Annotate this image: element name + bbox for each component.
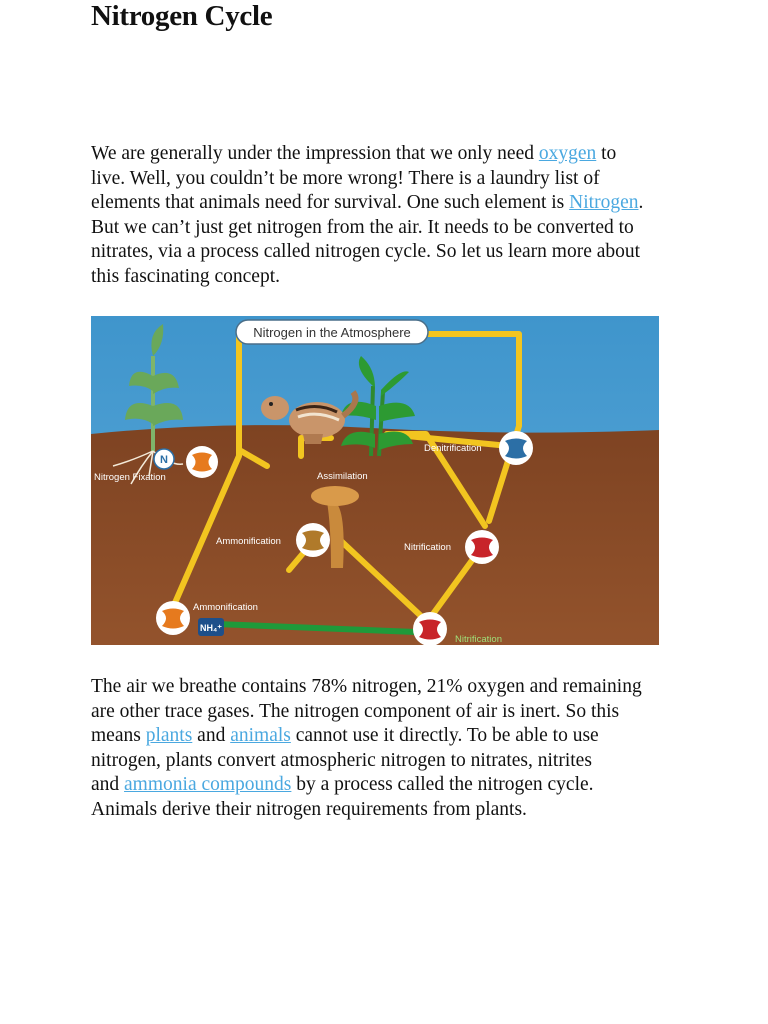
label-assimilation: Assimilation [317,471,368,482]
bacteria-ammonification-icon [296,523,330,557]
bacteria-denitrification-icon [499,431,533,465]
label-denitrification: Denitrification [424,443,482,454]
atmosphere-label: Nitrogen in the Atmosphere [253,325,411,340]
oxygen-link[interactable]: oxygen [538,143,597,164]
ammonium-symbol: NH₄⁺ [199,623,223,633]
nitrogen-symbol: N [160,454,168,466]
plants-link[interactable]: plants [145,725,193,746]
label-nitrogen-fixation: Nitrogen Fixation [94,472,166,483]
nitrogen-cycle-diagram [91,316,659,645]
label-nitrification-soil: Nitrification [455,634,502,645]
ammonia-compounds-link[interactable]: ammonia compounds [124,774,292,795]
bacteria-nitrogen-fixation-icon [186,446,218,478]
label-nitrification: Nitrification [404,542,451,553]
nitrogen-link[interactable]: Nitrogen [569,192,639,213]
page-title: Nitrogen Cycle [91,0,273,32]
bacteria-nitrification-icon [465,530,499,564]
label-ammonification-soil: Ammonification [193,602,258,613]
label-ammonification: Ammonification [216,536,281,547]
animals-link[interactable]: animals [230,725,291,746]
intro-paragraph: We are generally under the impression that we only need oxygen to live. Well, you couldn’t be more wrong! There is a laundry list of elements that animals need for survival. One such element is Nitrogen. But we can’t just get nitrogen from the air. It needs to be converted to nitrates, via a process called nitrogen cycle. So let us learn more about this fascinating concept. [91,143,644,287]
bacteria-nitrification-soil-icon [413,612,447,645]
bacteria-ammonification-soil-icon [156,601,190,635]
body-paragraph: The air we breathe contains 78% nitrogen, 21% oxygen and remaining are other trace gases. The nitrogen component of air is inert. So this means plants and animals cannot use it directly. To be able to use nitrogen, plants convert atmospheric nitrogen to nitrates, nitrites and ammonia compounds by a process called the nitrogen cycle. Animals derive their nitrogen requirements from plants. [91,676,642,820]
